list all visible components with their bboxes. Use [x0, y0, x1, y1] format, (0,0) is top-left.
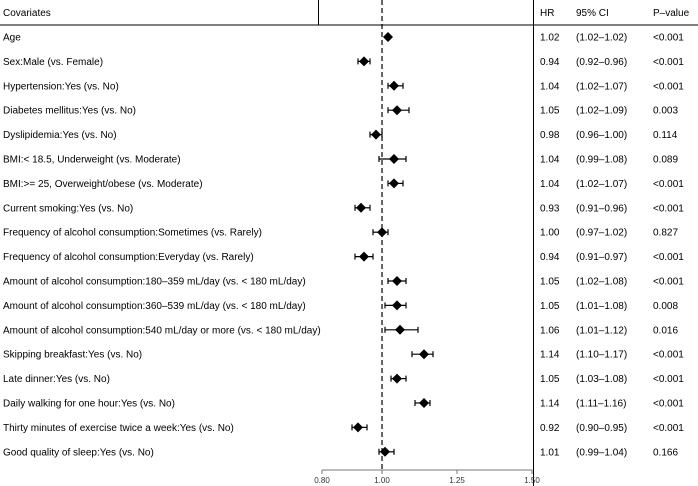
row-hr-value: 1.05 [540, 276, 560, 288]
row-hr-value: 0.98 [540, 130, 560, 142]
row-ci-value: (1.02–1.07) [576, 178, 628, 190]
hr-marker [389, 178, 399, 188]
row-hr-value: 1.05 [540, 105, 560, 117]
x-tick-label: 1.00 [374, 476, 390, 485]
row-label: Amount of alcohol consumption:360–539 mL/day (vs. < 180 mL/day) [3, 300, 306, 312]
row-p-value: <0.001 [653, 203, 684, 215]
header-hr: HR [540, 8, 555, 19]
row-p-value: 0.827 [653, 227, 679, 239]
row-p-value: <0.001 [653, 398, 684, 410]
row-ci-value: (1.10–1.17) [576, 349, 628, 361]
hr-marker [359, 56, 369, 66]
row-ci-value: (1.02–1.07) [576, 81, 628, 93]
table-row [3, 350, 684, 361]
row-p-value: 0.166 [653, 447, 679, 459]
row-label: Frequency of alcohol consumption:Everyday (vs. Rarely) [3, 252, 254, 264]
row-hr-value: 0.94 [540, 252, 560, 264]
row-ci-value: (1.02–1.02) [576, 32, 628, 44]
row-ci-value: (0.99–1.04) [576, 447, 628, 459]
row-p-value: <0.001 [653, 276, 684, 288]
row-p-value: <0.001 [653, 422, 684, 434]
table-row [3, 277, 684, 288]
row-ci-value: (1.01–1.08) [576, 300, 628, 312]
row-ci-value: (1.02–1.09) [576, 105, 628, 117]
hr-marker [371, 130, 381, 140]
row-label: Dyslipidemia:Yes (vs. No) [3, 130, 117, 142]
x-tick-label: 0.80 [314, 476, 330, 485]
row-p-value: <0.001 [653, 349, 684, 361]
table-row [3, 325, 678, 336]
row-p-value: 0.114 [653, 130, 678, 142]
table-row [3, 399, 684, 410]
row-label: Daily walking for one hour:Yes (vs. No) [3, 398, 175, 410]
row-hr-value: 1.02 [540, 32, 560, 44]
row-p-value: <0.001 [653, 56, 684, 68]
row-label: Good quality of sleep:Yes (vs. No) [3, 447, 154, 459]
table-row [3, 301, 678, 312]
row-label: Skipping breakfast:Yes (vs. No) [3, 349, 143, 361]
row-label: Hypertension:Yes (vs. No) [3, 81, 119, 93]
table-row [3, 155, 678, 166]
row-hr-value: 1.05 [540, 374, 560, 386]
table-header [3, 8, 690, 19]
hr-marker [392, 300, 402, 310]
table-row [3, 423, 684, 434]
row-label: Late dinner:Yes (vs. No) [3, 374, 110, 386]
row-p-value: <0.001 [653, 252, 684, 264]
header-covariates: Covariates [3, 8, 51, 19]
row-hr-value: 1.00 [540, 227, 560, 239]
hr-marker [392, 374, 402, 384]
row-label: Age [3, 32, 21, 44]
row-ci-value: (0.96–1.00) [576, 130, 628, 142]
table-row [3, 106, 678, 117]
row-p-value: <0.001 [653, 178, 684, 190]
row-p-value: 0.089 [653, 154, 679, 166]
row-ci-value: (1.01–1.12) [576, 325, 628, 337]
header-ci: 95% CI [576, 8, 609, 19]
row-p-value: 0.003 [653, 105, 679, 117]
hr-marker [356, 203, 366, 213]
table-row [3, 81, 684, 92]
plot-area [352, 0, 433, 470]
row-hr-value: 1.05 [540, 300, 560, 312]
x-axis [314, 470, 540, 485]
header-p-value: P–value [653, 8, 690, 19]
row-label: BMI:>= 25, Overweight/obese (vs. Moderate) [3, 178, 203, 190]
row-hr-value: 1.14 [540, 398, 560, 410]
row-hr-value: 1.06 [540, 325, 560, 337]
table-row [3, 130, 678, 141]
row-ci-value: (0.91–0.97) [576, 252, 628, 264]
row-ci-value: (0.97–1.02) [576, 227, 628, 239]
row-p-value: <0.001 [653, 374, 684, 386]
table-rows [3, 33, 684, 459]
table-row [3, 57, 684, 68]
row-ci-value: (0.92–0.96) [576, 56, 628, 68]
row-label: Thirty minutes of exercise twice a week:Yes (vs. No) [3, 422, 234, 434]
row-p-value: 0.016 [653, 325, 679, 337]
hr-marker [395, 325, 405, 335]
row-hr-value: 1.14 [540, 349, 560, 361]
hr-marker [359, 252, 369, 262]
hr-marker [377, 227, 387, 237]
hr-marker [383, 32, 393, 42]
table-row [3, 33, 684, 44]
row-hr-value: 1.04 [540, 154, 560, 166]
row-hr-value: 0.93 [540, 203, 560, 215]
table-row [3, 203, 684, 214]
row-label: Frequency of alcohol consumption:Sometimes (vs. Rarely) [3, 227, 262, 239]
row-ci-value: (0.90–0.95) [576, 422, 628, 434]
row-hr-value: 0.94 [540, 56, 560, 68]
hr-marker [392, 276, 402, 286]
table-row [3, 252, 684, 263]
row-label: Amount of alcohol consumption:180–359 mL/day (vs. < 180 mL/day) [3, 276, 306, 288]
row-ci-value: (1.03–1.08) [576, 374, 628, 386]
hr-marker [389, 81, 399, 91]
row-hr-value: 1.01 [540, 447, 560, 459]
row-p-value: 0.008 [653, 300, 679, 312]
hr-marker [389, 154, 399, 164]
row-ci-value: (0.91–0.96) [576, 203, 628, 215]
hr-marker [392, 105, 402, 115]
x-tick-label: 1.50 [524, 476, 540, 485]
table-row [3, 179, 684, 190]
table-row [3, 228, 678, 239]
row-hr-value: 1.04 [540, 178, 560, 190]
row-label: Amount of alcohol consumption:540 mL/day or more (vs. < 180 mL/day) [3, 325, 321, 337]
hr-marker [353, 422, 363, 432]
row-hr-value: 1.04 [540, 81, 560, 93]
row-p-value: <0.001 [653, 32, 684, 44]
x-tick-label: 1.25 [449, 476, 465, 485]
row-ci-value: (0.99–1.08) [576, 154, 628, 166]
table-row [3, 447, 678, 458]
row-label: Diabetes mellitus:Yes (vs. No) [3, 105, 137, 117]
hr-marker [419, 398, 429, 408]
row-hr-value: 0.92 [540, 422, 560, 434]
row-ci-value: (1.02–1.08) [576, 276, 628, 288]
hr-marker [419, 349, 429, 359]
row-p-value: <0.001 [653, 81, 684, 93]
row-label: Sex:Male (vs. Female) [3, 56, 104, 68]
row-label: BMI:< 18.5, Underweight (vs. Moderate) [3, 154, 181, 166]
row-ci-value: (1.11–1.16) [576, 398, 627, 410]
table-row [3, 374, 684, 385]
row-label: Current smoking:Yes (vs. No) [3, 203, 134, 215]
